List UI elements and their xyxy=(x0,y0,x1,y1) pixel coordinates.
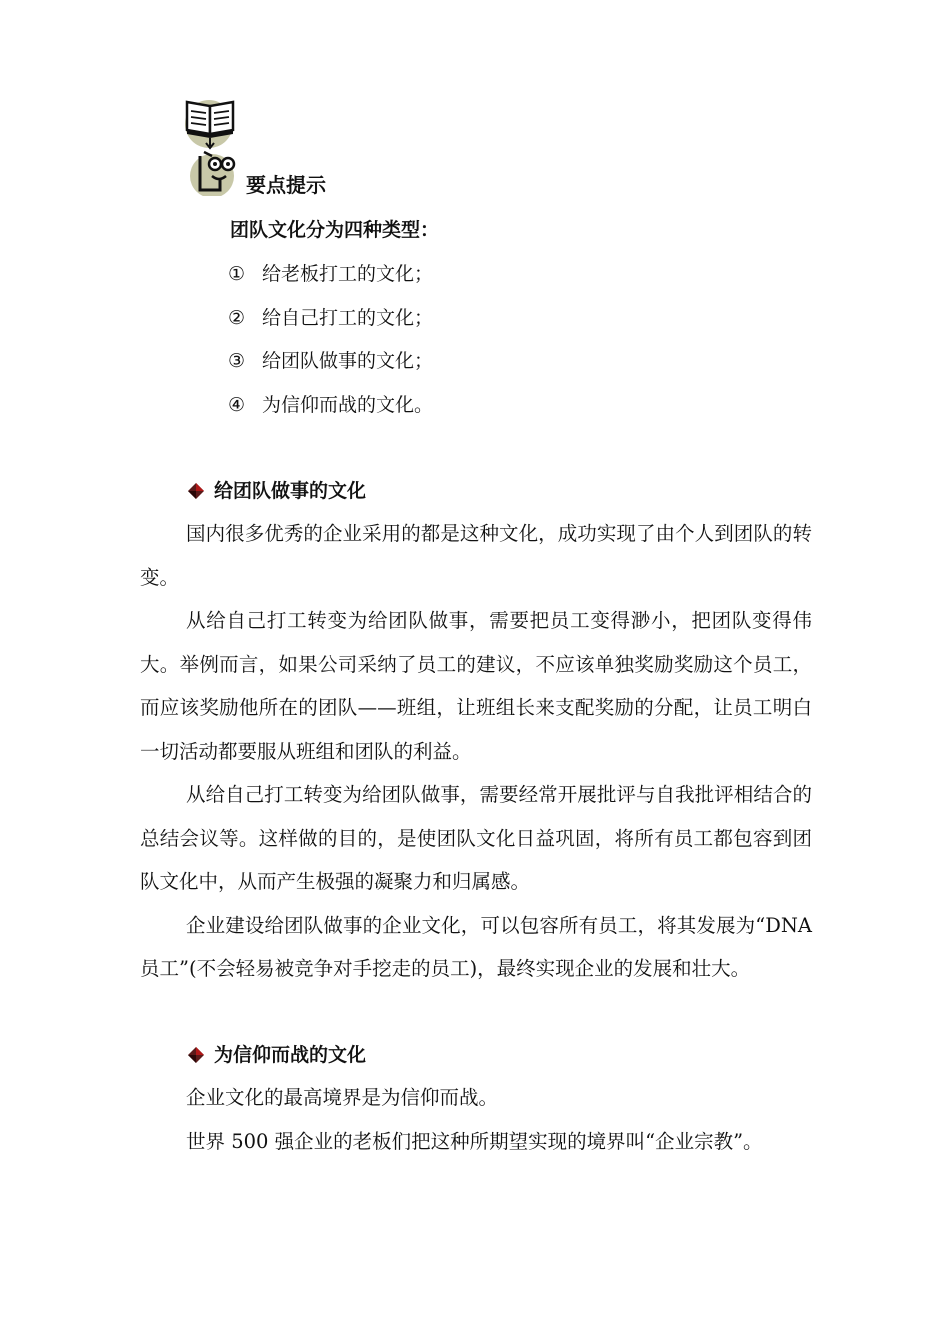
item-text: 给自己打工的文化； xyxy=(262,307,434,329)
item-text: 为信仰而战的文化。 xyxy=(262,394,434,416)
section-body xyxy=(140,1076,812,1163)
item-number: ④ xyxy=(228,394,246,416)
item-text: 给团队做事的文化； xyxy=(262,350,434,372)
paragraph: 从给自己打工转变为给团队做事，需要经常开展批评与自我批评相结合的总结会议等。这样做的目的，是使团队文化日益巩固，将所有员工都包容到团队文化中，从而产生极强的凝聚力和归属感。 xyxy=(140,783,812,893)
item-number: ③ xyxy=(228,350,246,372)
item-text: 给老板打工的文化； xyxy=(262,263,434,285)
diamond-bullet-icon xyxy=(186,1045,206,1065)
section-heading-text: 给团队做事的文化 xyxy=(214,480,367,502)
paragraph: 世界 500 强企业的老板们把这种所期望实现的境界叫“企业宗教”。 xyxy=(186,1129,763,1153)
section-heading-text: 为信仰而战的文化 xyxy=(214,1044,367,1066)
item-number: ② xyxy=(228,307,246,329)
paragraph: 企业建设给团队做事的企业文化，可以包容所有员工，将其发展为“DNA 员工”(不会轻易被竞争对手挖走的员工)，最终实现企业的发展和壮大。 xyxy=(140,913,812,980)
section-body xyxy=(140,512,812,991)
paragraph: 从给自己打工转变为给团队做事，需要把员工变得渺小，把团队变得伟大。举例而言，如果公司采纳了员工的建议，不应该单独奖励奖励这个员工，而应该奖励他所在的团队——班组，让班组长来支配奖励的分配，让员工明白一切活动都要服从班组和团队的利益。 xyxy=(140,609,812,763)
key-points-intro: 团队文化分为四种类型： xyxy=(230,219,440,241)
item-number: ① xyxy=(228,263,246,285)
key-point-item xyxy=(228,347,433,375)
key-point-item xyxy=(228,304,433,332)
paragraph: 企业文化的最高境界是为信仰而战。 xyxy=(186,1086,499,1109)
section-heading xyxy=(186,1040,366,1070)
diamond-bullet-icon xyxy=(186,481,206,501)
book-reader-icon xyxy=(182,96,246,196)
paragraph: 国内很多优秀的企业采用的都是这种文化，成功实现了由个人到团队的转变。 xyxy=(140,522,812,589)
key-points-title: 要点提示 xyxy=(246,173,326,197)
key-point-item xyxy=(228,391,433,419)
key-point-item xyxy=(228,260,433,288)
section-heading xyxy=(186,476,366,506)
